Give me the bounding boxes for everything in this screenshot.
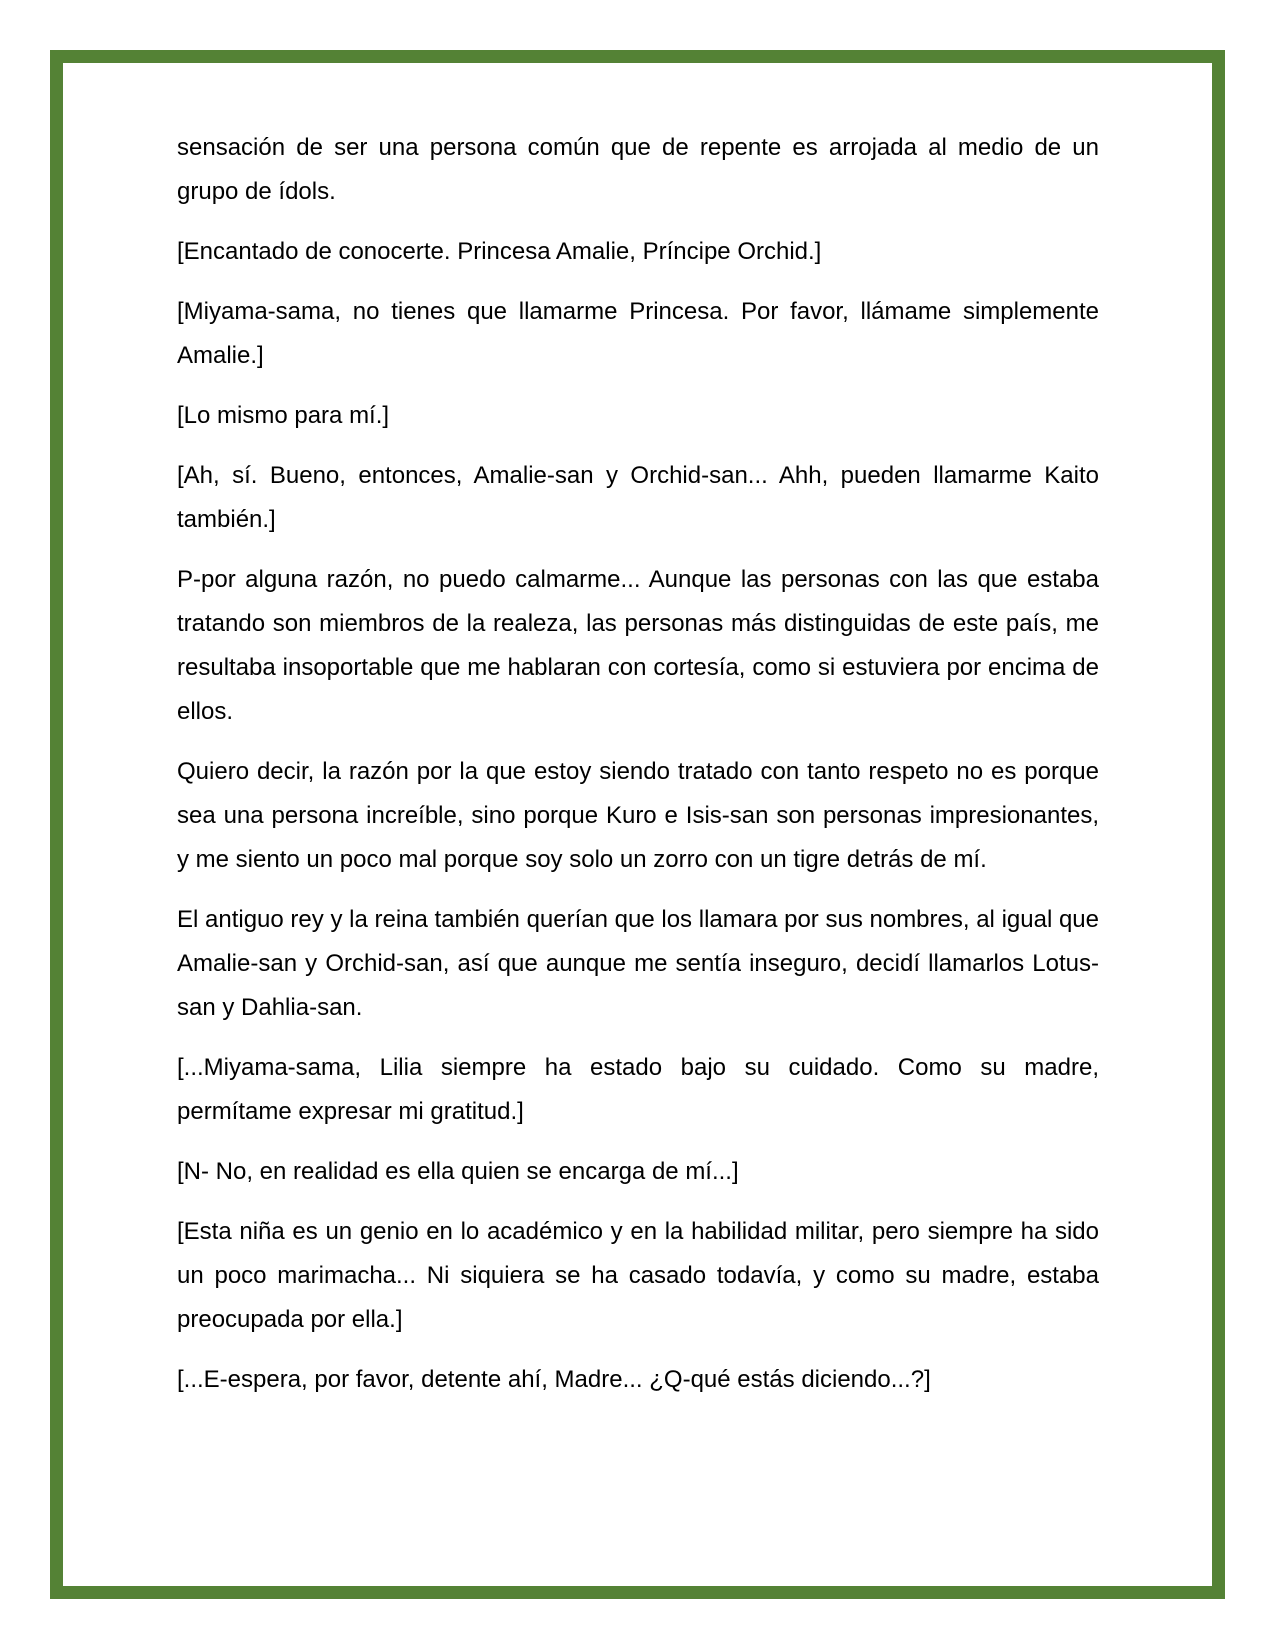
paragraph: sensación de ser una persona común que de repente es arrojada al medio de un grupo de ídols. — [177, 134, 1099, 205]
paragraph: Quiero decir, la razón por la que estoy siendo tratado con tanto respeto no es porque sea una persona increíble, sino porque Kuro e Isis-san son personas impresionantes, y me siento un poco mal porque soy solo un zorro con un tigre detrás de mí. — [177, 758, 1099, 873]
paragraph: El antiguo rey y la reina también querían que los llamara por sus nombres, al igual que Amalie-san y Orchid-san, así que aunque me sentía inseguro, decidí llamarlos Lotus-san y Dahlia-san. — [177, 906, 1099, 1021]
page-body-text — [177, 126, 1099, 1418]
paragraph: [Miyama-sama, no tienes que llamarme Princesa. Por favor, llámame simplemente Amalie.] — [177, 298, 1099, 369]
paragraph: [Ah, sí. Bueno, entonces, Amalie-san y Orchid-san... Ahh, pueden llamarme Kaito también.] — [177, 462, 1099, 533]
paragraph: [Lo mismo para mí.] — [177, 402, 390, 429]
paragraph: [...E-espera, por favor, detente ahí, Madre... ¿Q-qué estás diciendo...?] — [177, 1366, 931, 1393]
paragraph: [...Miyama-sama, Lilia siempre ha estado bajo su cuidado. Como su madre, permítame expresar mi gratitud.] — [177, 1054, 1099, 1125]
paragraph: [Esta niña es un genio en lo académico y en la habilidad militar, pero siempre ha sido un poco marimacha... Ni siquiera se ha casado todavía, y como su madre, estaba preocupada por ella.] — [177, 1218, 1099, 1333]
paragraph: [Encantado de conocerte. Princesa Amalie, Príncipe Orchid.] — [177, 238, 822, 265]
paragraph: [N- No, en realidad es ella quien se encarga de mí...] — [177, 1158, 739, 1185]
paragraph: P-por alguna razón, no puedo calmarme... Aunque las personas con las que estaba tratando son miembros de la realeza, las personas más distinguidas de este país, me resultaba insoportable que me hablaran con cortesía, como si estuviera por encima de ellos. — [177, 566, 1099, 725]
